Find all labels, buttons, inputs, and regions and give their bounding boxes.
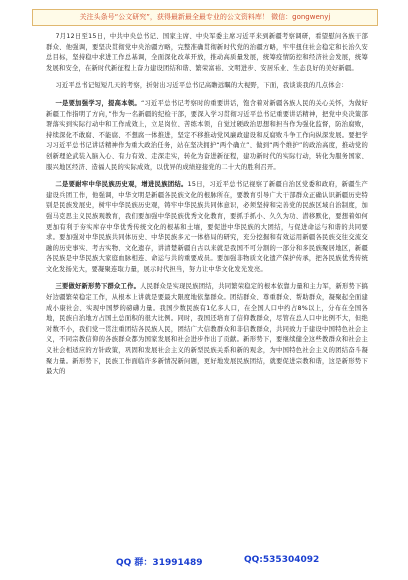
section-body: “习近平总书记考察时的重要讲话，饱含着对新疆各族人民的关心关怀，为做好新疆工作指明了方向，”作为一名新疆的纪检干部，要深入学习贯彻习近平总书记重要讲话精神，把党中央决策部署落实到实际行动中和工作成效上，立足岗位、苦练本领，自觉过硬政治思想和担当作为强化监督，防治腐败，持续深化不敢腐、不能腐、不想腐一体推进，坚定不移推动党风廉政建设和反腐败斗争工作向纵深发展。要把学习习近平总书记讲话精神作为重大政治任务，站在坚决拥护“两个确立”、做到“两个维护”的政治高度，推动党的创新理论武装入脑入心、有力有效、走深走实，转化为奋进新征程，建功新时代的实际行动，转化为服务国家、服兴地区经济、造福人民的实际成效，以优异的成绩迎接党的二十大的胜利召开。 <box>46 99 368 171</box>
section-paragraph <box>46 180 368 275</box>
section-paragraph <box>46 99 368 173</box>
section-heading: 二是要耐牢中华民族历史观，增进民族团结。 <box>55 181 188 189</box>
top-banner: 关注头条号“公文研究”，获得最新最全最专业的公文资料库！ 微信：gongwenyj <box>32 9 378 26</box>
section-heading: 一是要加强学习，提高本领。 <box>55 99 141 107</box>
intro-paragraph-2: 习近平总书记短短几天的考察，折射出习近平总书记高瞻远瞩的大视野，下面，我谈谈我的几点体会： <box>55 82 348 90</box>
footer <box>0 552 408 572</box>
document-body <box>46 32 368 385</box>
section-paragraph <box>46 282 368 377</box>
qq-group-label: QQ 群：31991489 <box>116 558 203 568</box>
section-heading: 三要做好新形势下群众工作。 <box>55 283 141 291</box>
intro-paragraph: 7月12日至15日，中共中央总书记、国家主席、中央军委主席习近平来到新疆考察调研，看望慰问各族干部群众、他强调，要坚决贯彻党中央治疆方略，完整准确贯彻新时代党的治疆方略，牢牢扭住社会稳定和长治久安总目标，坚持稳中求进工作总基调，全面深化改革开放，推动高质量发展，统筹疫情防控和经济社会发展，统筹发展和安全，在新时代新征程上奋力建设团结和谐、繁荣富裕、文明进步、安居乐业、生态良好的美好新疆。 <box>46 33 368 72</box>
section-body: 15日，习近平总书记视察了新疆自治区党委和政府，新疆生产建设兵团工作，他强调，中华文明是新疆各民族文化的根脉所在，要教育引导广大干部群众正确认识新疆历史特别是民族发展史，树牢中华民族历史观，铸牢中华民族共同体意识，必须坚持和完善党的民族区域自治制度，加强马克思主义民族观教育，我们要加强中华民族优秀文化教育，要抓手抓小、久久为功、潜移默化，要想着如何更加有利于夯实库存中华优秀传统文化的根基和土壤，要促进中华民族的大团结，与促进命运与和谐的共同要求。要加强对中华民族共同体历史、中华民族多元一体格局的研究，充分挖掘和有效运用新疆各民族交往交流交融的历史事实、考古实物、文化遗存，讲清楚新疆自古以来就是我国不可分割的一部分和多民族聚居地区，新疆各民族是中华民族大家庭血脉相连、命运与共的重要成员。要加强非物质文化遗产保护传承，把各民族优秀传统文化发扬光大，要凝聚连取力量，展示时代担当，努力让中华文化发光发亮。 <box>46 181 368 273</box>
section-body: 人民群众是实现民族团结，共同繁荣稳定的根本依靠力量和主力军，新形势下搞好边疆繁荣稳定工作，从根本上讲就是要最大限度地依靠群众。团结群众、尊重群众、帮助群众，凝聚起全面建成小康社会、实现中国梦的磅礴力量。我国少数民族有1亿多人口，在全国人口中约占8%以上，分布在全国各地，民族自治地方占国土总面积的很大比例。同时，我国还培育了信仰教群众，尽管在总人口中比例不大，但绝对数不小，我们党一贯注重团结各民族人民，团结广大信教群众和非信教群众，共同致力于建设中国特色社会主义，不同宗教信仰的各族群众都为国家发展和社会进步作出了贡献。新形势下，要继续健全这些教群众和社会主义社会相适应的方针政策，巩固和发展社会主义的新型民族关系和新的观念，为中国特色社会主义的团结奋斗凝聚力量。新形势下，民族工作面临许多新情况新问题，更好地发展民族团结，就要促进宗教和谐，这是新形势下最大的 <box>46 283 368 376</box>
qq-contact-label: QQ:535304092 <box>244 555 320 565</box>
